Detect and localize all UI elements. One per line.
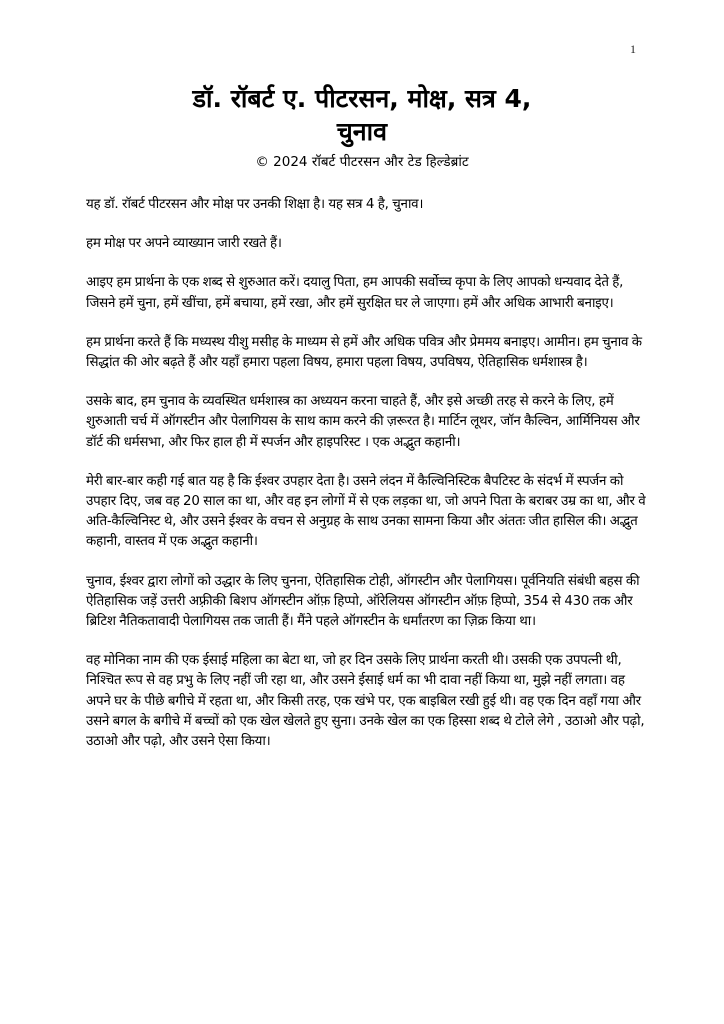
- document-body: [86, 195, 646, 771]
- paragraph: चुनाव, ईश्वर द्वारा लोगों को उद्धार के लिए चुनना, ऐतिहासिक टोही, ऑगस्टीन और पेलागियस। पूर्वनियति संबंधी बहस की ऐतिहासिक जड़ें उत्तरी अफ़्रीकी बिशप ऑगस्टीन ऑफ़ हिप्पो, ऑरेलियस ऑगस्टीन ऑफ़ हिप्पो, 354 से 430 तक और ब्रिटिश नैतिकतावादी पेलागियस तक जाती हैं। मैंने पहले ऑगस्टीन के धर्मांतरण का ज़िक्र किया था।: [86, 573, 640, 630]
- paragraph: उसके बाद, हम चुनाव के व्यवस्थित धर्मशास्त्र का अध्ययन करना चाहते हैं, और इसे अच्छी तरह से करने के लिए, हमें शुरुआती चर्च में ऑगस्टीन और पेलागियस के साथ काम करने की ज़रूरत है। मार्टिन लूथर, जॉन कैल्विन, आर्मिनियस और डॉर्ट की धर्मसभा, और फिर हाल ही में स्पर्जन और हाइपरिस्ट । एक अद्भुत कहानी।: [86, 394, 640, 450]
- paragraph: आइए हम प्रार्थना के एक शब्द से शुरुआत करें। दयालु पिता, हम आपकी सर्वोच्च कृपा के लिए आपको धन्यवाद देते हैं, जिसने हमें चुना, हमें खींचा, हमें बचाया, हमें रखा, और हमें सुरक्षित घर ले जाएगा। हमें और अधिक आभारी बनाइए।: [86, 275, 624, 311]
- paragraph: हम मोक्ष पर अपने व्याख्यान जारी रखते हैं।: [86, 236, 282, 252]
- title-line-1: डॉ. रॉबर्ट ए. पीटरसन, मोक्ष, सत्र 4,: [192, 84, 532, 113]
- page-number: 1: [630, 42, 636, 56]
- document-title: [60, 82, 664, 148]
- title-line-2: चुनाव: [336, 117, 388, 146]
- paragraph: हम प्रार्थना करते हैं कि मध्यस्थ यीशु मसीह के माध्यम से हमें और अधिक पवित्र और प्रेममय बनाइए। आमीन। हम चुनाव के सिद्धांत की ओर बढ़ते हैं और यहाँ हमारा पहला विषय, हमारा पहला विषय, उपविषय, ऐतिहासिक धर्मशास्त्र है।: [86, 334, 642, 371]
- paragraph: मेरी बार-बार कही गई बात यह है कि ईश्वर उपहार देता है। उसने लंदन में कैल्विनिस्टिक बैपटिस्ट के संदर्भ में स्पर्जन को उपहार दिए, जब वह 20 साल का था, और वह इन लोगों में से एक लड़का था, जो अपने पिता के बराबर उम्र का था, और वे अति-कैल्विनिस्ट थे, और उसने ईश्वर के वचन से अनुग्रह के साथ उनका सामना किया और अंततः जीत हासिल की। अद्भुत कहानी, वास्तव में एक अद्भुत कहानी।: [86, 473, 646, 550]
- paragraph: यह डॉ. रॉबर्ट पीटरसन और मोक्ष पर उनकी शिक्षा है। यह सत्र 4 है, चुनाव।: [86, 197, 424, 212]
- paragraph: वह मोनिका नाम की एक ईसाई महिला का बेटा था, जो हर दिन उसके लिए प्रार्थना करती थी। उसकी एक उपपत्नी थी, निश्चित रूप से वह प्रभु के लिए नहीं जी रहा था, और उसने ईसाई धर्म का भी दावा नहीं किया था, मुझे नहीं लगता। वह अपने घर के पीछे बगीचे में रहता था, और किसी तरह, एक खंभे पर, एक बाइबिल रखी हुई थी। वह एक दिन वहाँ गया और उसने बगल के बगीचे में बच्चों को एक खेल खेलते हुए सुना। उनके खेल का एक हिस्सा शब्द थे टोले लेगे , उठाओ और पढ़ो, उठाओ और पढ़ो, और उसने ऐसा किया।: [86, 653, 645, 750]
- copyright-line: © 2024 रॉबर्ट पीटरसन और टेड हिल्डेब्रांट: [255, 154, 469, 170]
